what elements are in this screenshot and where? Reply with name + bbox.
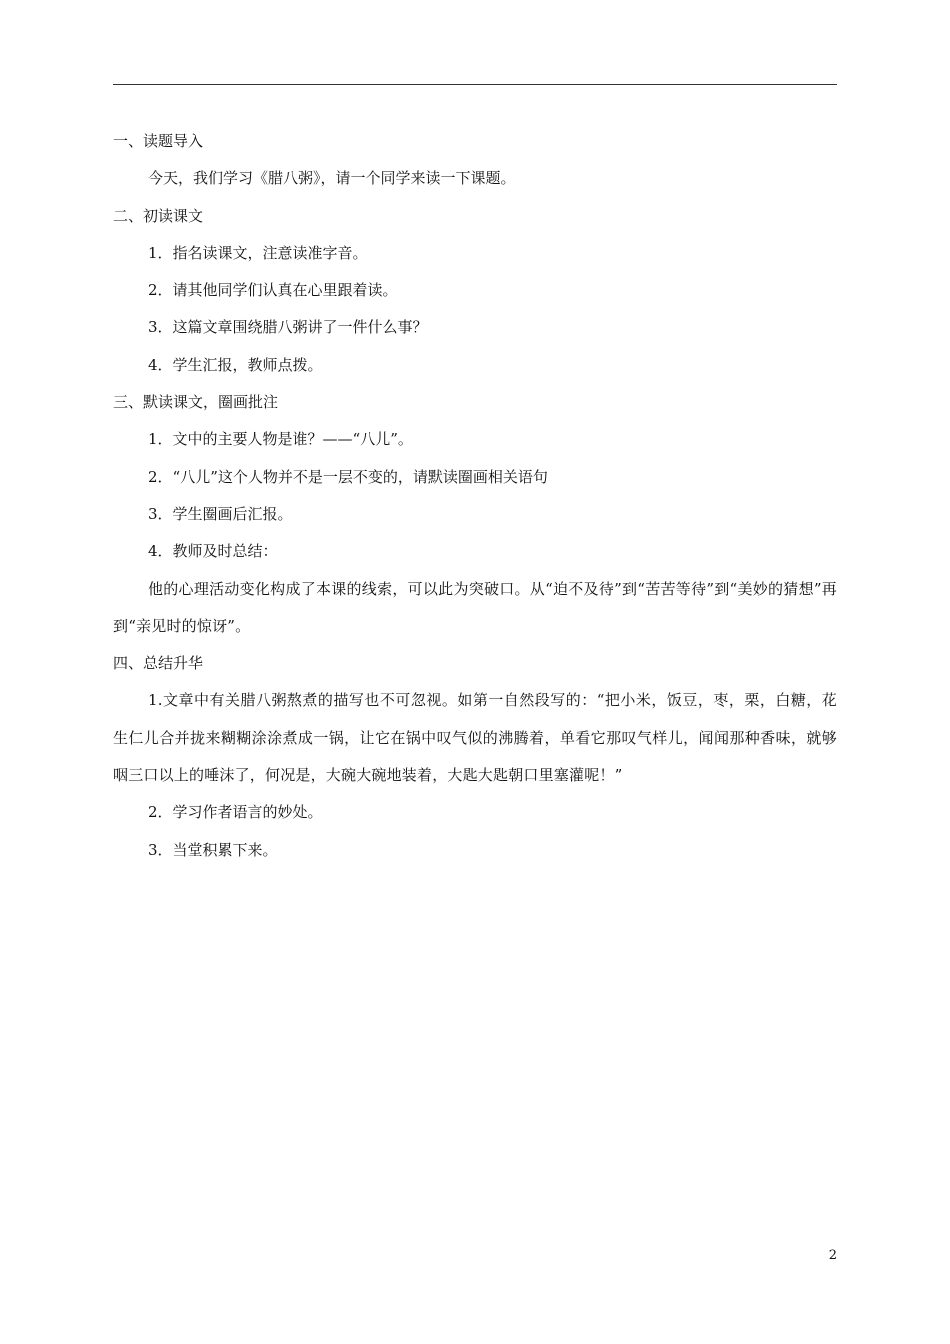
list-item: 2．请其他同学们认真在心里跟着读。 bbox=[148, 281, 398, 300]
list-item: 2．“八儿”这个人物并不是一层不变的，请默读圈画相关语句 bbox=[148, 467, 548, 486]
section-heading-1: 一、读题导入 bbox=[113, 132, 204, 150]
document-body bbox=[113, 123, 837, 869]
list-item: 3．当堂积累下来。 bbox=[148, 840, 278, 859]
list-item: 1．指名读课文，注意读准字音。 bbox=[148, 243, 368, 262]
section-4-quote-paragraph: 1.文章中有关腊八粥熬煮的描写也不可忽视。如第一自然段写的：“把小米，饭豆，枣，栗，白糖，花生仁儿合并拢来糊糊涂涂煮成一锅，让它在锅中叹气似的沸腾着，单看它那叹气样儿，闻闻那种香味，就够咽三口以上的唾沫了，何况是，大碗大碗地装着，大匙大匙朝口里塞灌呢！” bbox=[113, 691, 837, 785]
header-rule bbox=[113, 84, 837, 85]
section-heading-2: 二、初读课文 bbox=[113, 206, 204, 225]
section-heading-3: 三、默读课文，圈画批注 bbox=[113, 393, 279, 412]
list-item: 1．文中的主要人物是谁？——“八儿”。 bbox=[148, 430, 413, 449]
page-number: 2 bbox=[828, 1248, 837, 1263]
section-heading-4: 四、总结升华 bbox=[113, 654, 204, 673]
list-item: 3．学生圈画后汇报。 bbox=[148, 504, 293, 523]
list-item: 4．教师及时总结： bbox=[148, 542, 278, 561]
list-item: 4．学生汇报，教师点拨。 bbox=[148, 355, 323, 374]
list-item: 3．这篇文章围绕腊八粥讲了一件什么事？ bbox=[148, 318, 428, 337]
list-item: 2．学习作者语言的妙处。 bbox=[148, 803, 323, 822]
section-1-intro: 今天，我们学习《腊八粥》，请一个同学来读一下课题。 bbox=[148, 169, 516, 188]
section-3-summary-paragraph: 他的心理活动变化构成了本课的线索，可以此为突破口。从“迫不及待”到“苦苦等待”到“美妙的猜想”再到“亲见时的惊讶”。 bbox=[113, 579, 837, 635]
